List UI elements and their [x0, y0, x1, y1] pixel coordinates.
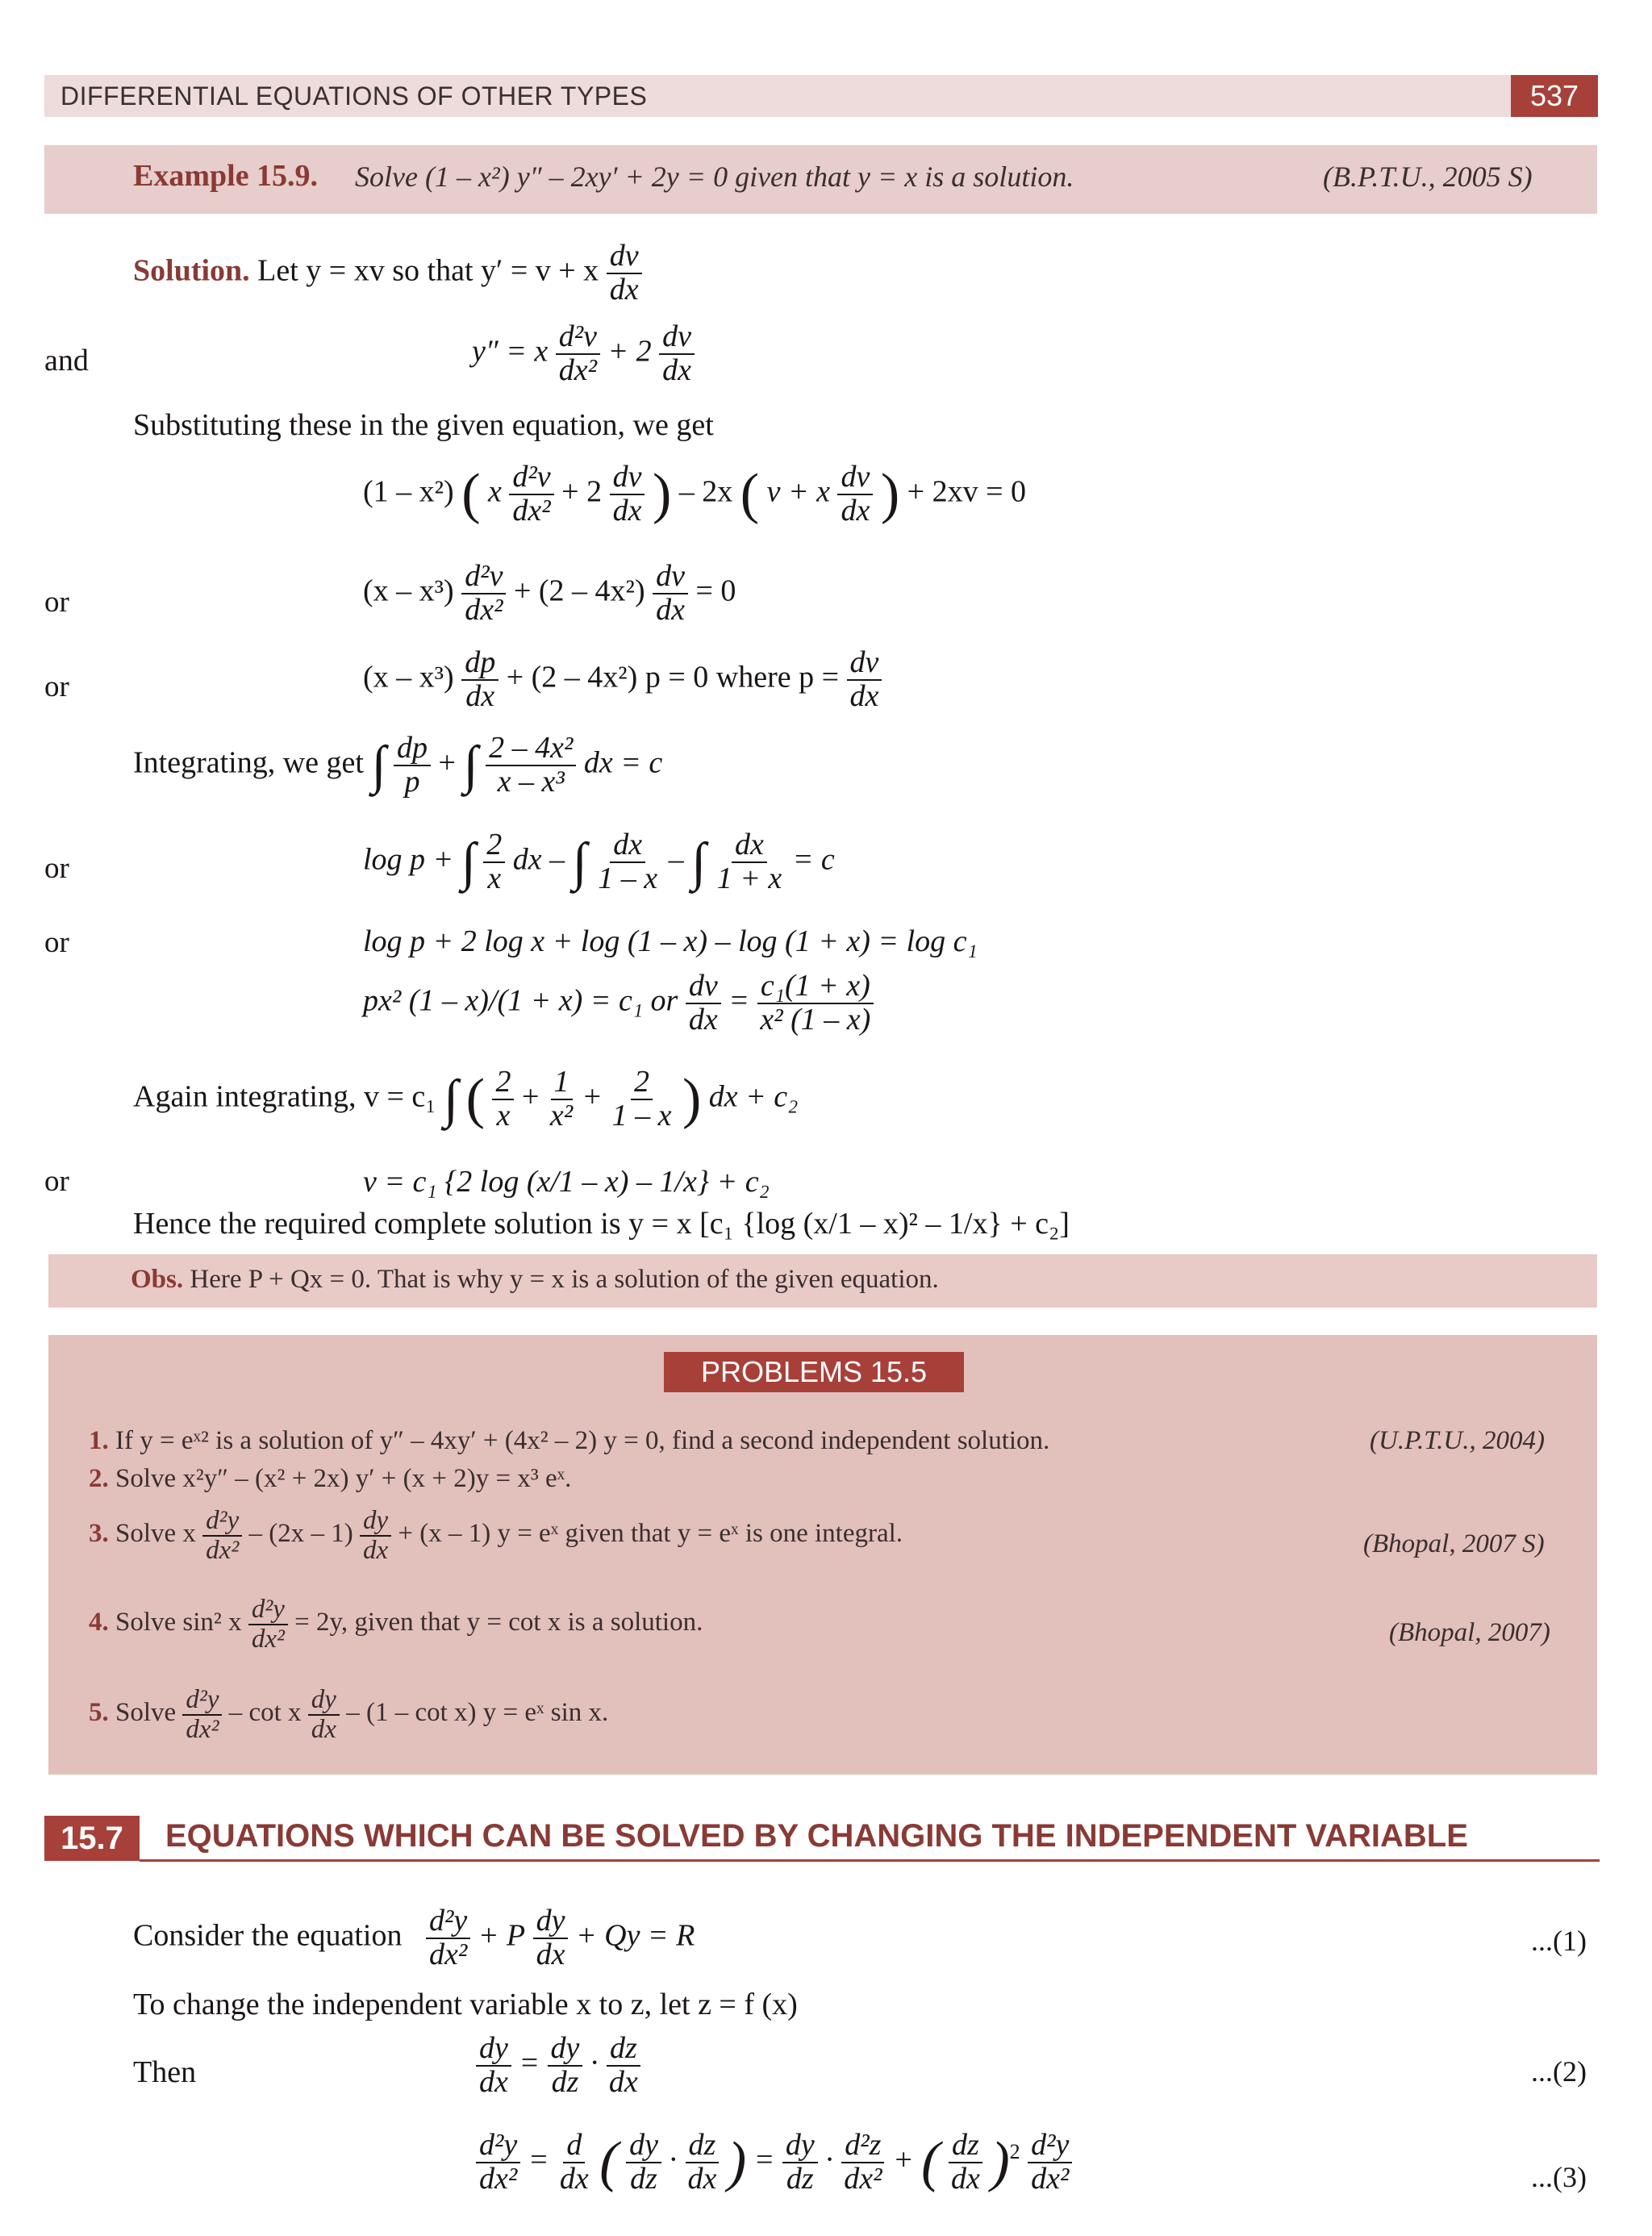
v-solution-line: v = c₁ {2 log (x/1 – x) – 1/x} + c₂ [363, 1165, 770, 1199]
substituted-equation: (1 – x²) ( x $\frac{\text{d²v}}{\text{dx²}}$ + 2 $\frac{dv}{dx}$ ) – 2x ( v + x $\frac{dv}{dx}$ ) + 2xv = 0 [363, 460, 1027, 528]
or-label: or [44, 852, 69, 885]
equation-number: ...(3) [1531, 2161, 1587, 2193]
chain-rule-eq: $\frac{dy}{dx}$ = $\frac{dy}{dz}$ · $\frac{dz}{dx}$ [476, 2033, 641, 2099]
solution-line-1-text: Let y = xv so that y′ = v + x [257, 253, 599, 288]
px2-line: px² (1 – x)/(1 + x) = c₁ or $\frac{dv}{dx}$ = $\frac{\text{c₁(1 + x)}}{\text{x² (1 – x)}}$ [363, 970, 874, 1037]
problem-source: (U.P.T.U., 2004) [1370, 1426, 1545, 1455]
equation-number: ...(2) [1531, 2055, 1587, 2088]
section-number: 15.7 [44, 1816, 140, 1861]
reduced-equation: (x – x³) $\frac{\text{d²v}}{\text{dx²}}$ + (2 – 4x²) $\frac{dv}{dx}$ = 0 [363, 559, 736, 627]
again-integrating-line: Again integrating, v = c₁ ∫ ( $\frac{2}{x}$ + $\frac{1}{\text{x²}}$ + $\frac{2}{1 - x}$ ) dx + c₂ [133, 1065, 799, 1133]
fraction-dv-dx: $\frac{dv}{dx}$ [659, 321, 695, 387]
second-derivative-chain-eq: $\frac{\text{d²y}}{\text{dx²}}$ = $\frac{d}{dx}$ ( $\frac{dy}{dz}$ · $\frac{dz}{dx}$ ) = $\frac{dy}{dz}$ · $\frac{\text{d²z}}{\text{dx²}}$ + ( $\frac{dz}{dx}$ )$^2$ $\frac{\text{d²y}}{\text{dx²}}$ [476, 2130, 1072, 2196]
fraction-dv-dx: $\frac{dv}{dx}$ [607, 240, 642, 307]
and-label: and [44, 344, 89, 378]
then-label: Then [133, 2055, 197, 2089]
consider-line: Consider the equation $\frac{\text{d²y}}{\text{dx²}}$ + P $\frac{dy}{dx}$ + Qy = R [133, 1904, 695, 1971]
section-title: EQUATIONS WHICH CAN BE SOLVED BY CHANGING THE INDEPENDENT VARIABLE [165, 1818, 1468, 1854]
log-solution-line: log p + 2 log x + log (1 – x) – log (1 + x) = log c₁ [363, 924, 978, 958]
p-equation: (x – x³) $\frac{dp}{dx}$ + (2 – 4x²) p = 0 where p = $\frac{dv}{dx}$ [363, 647, 882, 713]
log-integral-line: log p + ∫ $\frac{2}{x}$ dx – ∫ $\frac{dx}{1 - x}$ – ∫ $\frac{dx}{1 + x}$ = c [363, 828, 835, 895]
complete-solution-line: Hence the required complete solution is y = x [c₁ {log (x/1 – x)² – 1/x} + c₂] [133, 1207, 1070, 1241]
problem-item: 2. Solve x²y″ – (x² + 2x) y′ + (x + 2)y = x³ eˣ. [89, 1464, 572, 1493]
solution-line-1 [133, 240, 642, 307]
problem-source: (Bhopal, 2007 S) [1363, 1529, 1545, 1558]
example-statement: Solve (1 – x²) y″ – 2xy′ + 2y = 0 given that y = x is a solution. [355, 161, 1074, 193]
change-variable-line: To change the independent variable x to z, let z = f (x) [133, 1988, 798, 2021]
problem-item: 4. Solve sin² x $\frac{\text{d²y}}{\text{dx²}}$ = 2y, given that y = cot x is a solution. [89, 1595, 703, 1654]
problem-source: (Bhopal, 2007) [1389, 1618, 1550, 1647]
example-source: (B.P.T.U., 2005 S) [1323, 161, 1533, 193]
or-label: or [44, 926, 69, 959]
running-header: DIFFERENTIAL EQUATIONS OF OTHER TYPES [60, 81, 648, 111]
equation-number: ...(1) [1531, 1925, 1587, 1957]
or-label: or [44, 1165, 69, 1198]
solution-label: Solution. [133, 253, 250, 288]
problem-item: 3. Solve x $\frac{\text{d²y}}{\text{dx²}}$ – (2x – 1) $\frac{dy}{dx}$ + (x – 1) y = eˣ given that y = eˣ is one integral. [89, 1506, 903, 1565]
or-label: or [44, 670, 69, 703]
problems-title: PROBLEMS 15.5 [664, 1352, 964, 1392]
second-derivative-eq: y″ = x $\frac{\text{d²v}}{\text{dx²}}$ + 2 $\frac{dv}{dx}$ [472, 321, 695, 387]
integrating-line: Integrating, we get ∫ $\frac{dp}{p}$ + ∫ $\frac{\text{2 – 4x²}}{\text{x – x³}}$ dx = c [133, 731, 663, 799]
page-number: 537 [1511, 75, 1598, 117]
problem-item: 1. If y = eˣ² is a solution of y″ – 4xy′ + (4x² – 2) y = 0, find a second independent solution. [89, 1426, 1050, 1455]
substituting-text: Substituting these in the given equation, we get [133, 408, 714, 442]
or-label: or [44, 586, 69, 619]
obs-note: Obs. Here P + Qx = 0. That is why y = x is a solution of the given equation. [131, 1265, 939, 1294]
problem-item: 5. Solve $\frac{\text{d²y}}{\text{dx²}}$ – cot x $\frac{dy}{dx}$ – (1 – cot x) y = eˣ sin x. [89, 1685, 609, 1744]
section-rule [140, 1859, 1600, 1862]
fraction-d2v-dx2: $\frac{\text{d²v}}{\text{dx²}}$ [556, 321, 600, 387]
example-label: Example 15.9. [133, 159, 319, 193]
